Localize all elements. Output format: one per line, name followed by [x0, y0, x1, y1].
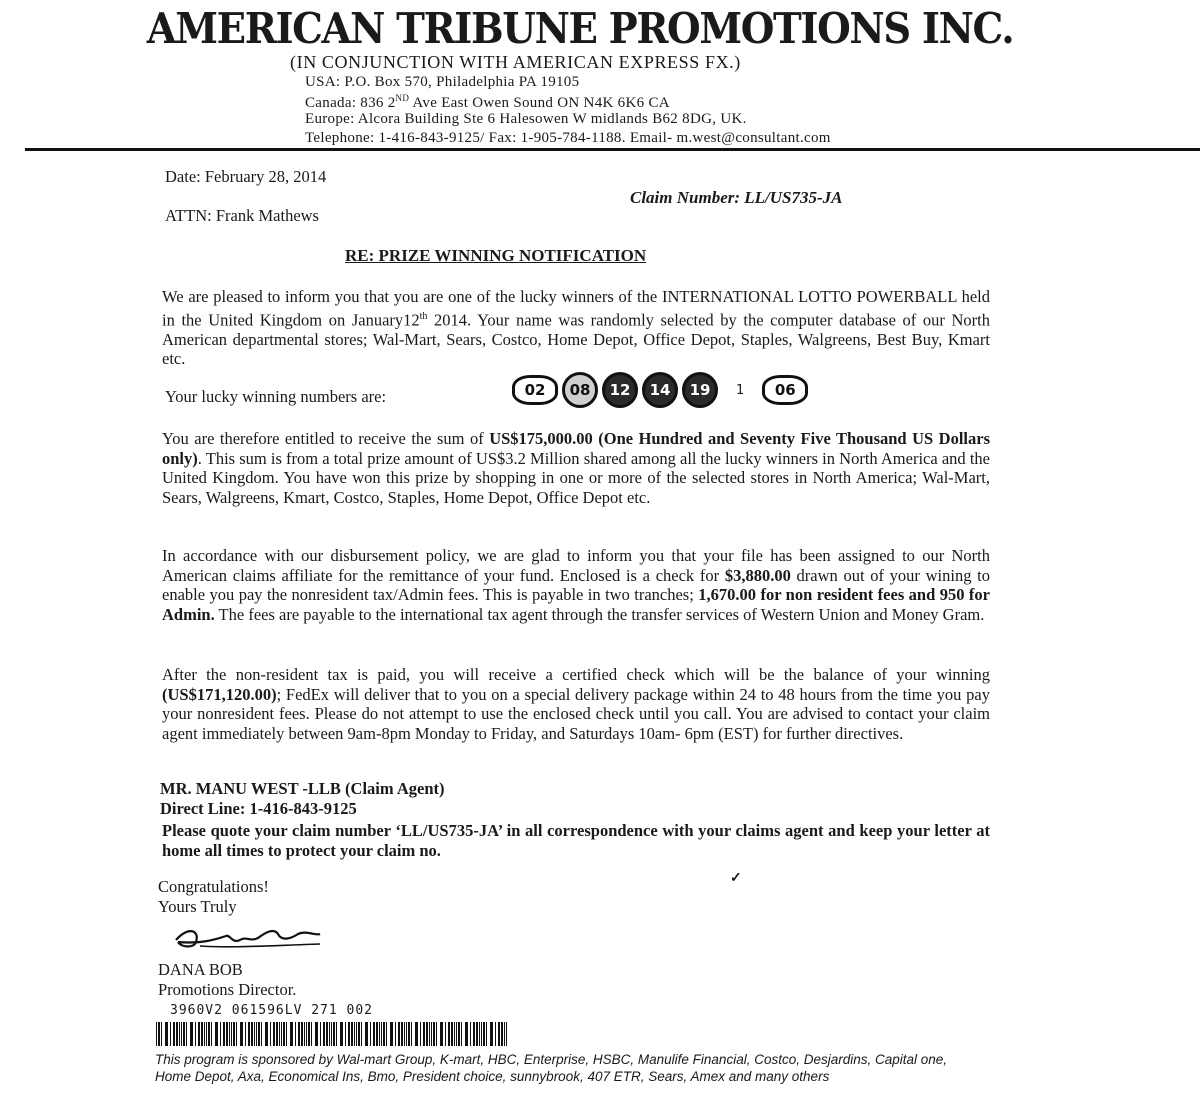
closing-congrats: Congratulations!	[158, 877, 269, 896]
quote-note: Please quote your claim number ‘LL/US735-JA’ in all correspondence with your claims agent and keep your letter at home all times to protect your claim no.	[162, 821, 990, 860]
number-ball: 08	[562, 372, 598, 408]
paragraph-intro: We are pleased to inform you that you are one of the lucky winners of the INTERNATIONAL LOTTO POWERBALL held in the United Kingdom on January12th 2014. Your name was randomly selected by the computer database of our North American departmental stores; Wal-Mart, Sears, Costco, Home Depot, Office Depot, Staples, Walgreens, Best Buy, Kmart etc.	[162, 287, 990, 368]
europe-address: Europe: Alcora Building Ste 6 Halesowen W midlands B62 8DG, UK.	[305, 111, 747, 127]
sponsor-footer: This program is sponsored by Wal-mart Group, K-mart, HBC, Enterprise, HSBC, Manulife Financial, Costco, Desjardins, Capital one, Home Depot, Axa, Economical Ins, Bmo, President choice, sunnybrook, 407 ETR, Sears, Amex and many others	[155, 1052, 948, 1084]
numbers-label: Your lucky winning numbers are:	[165, 387, 387, 406]
claim-number: Claim Number: LL/US735-JA	[630, 188, 843, 207]
paragraph-prize: You are therefore entitled to receive the sum of US$175,000.00 (One Hundred and Seventy Five Thousand US Dollars only). This sum is from a total prize amount of US$3.2 Million shared among all the lucky winners in North America and the United Kingdom. You have won this prize by shopping in one or more of the selected stores in North America; Wal-Mart, Sears, Walgreens, Kmart, Costco, Staples, Home Depot, Office Depot etc.	[162, 429, 990, 507]
barcode-number: 3960V2 061596LV 271 002	[170, 1003, 374, 1018]
stray-mark: ✓	[730, 871, 742, 886]
winning-numbers	[512, 372, 808, 408]
agent-name: MR. MANU WEST -LLB (Claim Agent)	[160, 779, 445, 798]
number-plain: 1	[736, 382, 745, 398]
number-ball: 06	[762, 375, 808, 405]
company-subtitle: (IN CONJUNCTION WITH AMERICAN EXPRESS FX.)	[290, 52, 741, 72]
usa-address: USA: P.O. Box 570, Philadelphia PA 19105	[305, 74, 580, 90]
canada-address: Canada: 836 2ND Ave East Owen Sound ON N4K 6K6 CA	[305, 93, 670, 111]
signature-image	[170, 920, 330, 954]
number-ball: 14	[642, 372, 678, 408]
subject-line: RE: PRIZE WINNING NOTIFICATION	[345, 246, 647, 265]
signer-name: DANA BOB	[158, 960, 243, 979]
number-ball: 12	[602, 372, 638, 408]
paragraph-disbursement: In accordance with our disbursement policy, we are glad to inform you that your file has been assigned to our North American claims affiliate for the remittance of your fund. Enclosed is a check for $3,880.00 drawn out of your wining to enable you pay the nonresident tax/Admin fees. This is payable in two tranches; 1,670.00 for non resident fees and 950 for Admin. The fees are payable to the international tax agent through the transfer services of Western Union and Money Gram.	[162, 546, 990, 624]
header-divider	[25, 148, 1200, 151]
paragraph-instructions: After the non-resident tax is paid, you will receive a certified check which will be the balance of your winning (US$171,120.00); FedEx will deliver that to you on a special delivery package within 24 to 48 hours from the time you pay your nonresident fees. Please do not attempt to use the enclosed check until you call. You are advised to contact your claim agent immediately between 9am-8pm Monday to Friday, and Saturdays 10am- 6pm (EST) for further directives.	[162, 665, 990, 743]
agent-direct-line: Direct Line: 1-416-843-9125	[160, 799, 357, 818]
barcode-image	[156, 1022, 511, 1046]
company-name: AMERICAN TRIBUNE PROMOTIONS INC.	[146, 4, 1014, 53]
contact-line: Telephone: 1-416-843-9125/ Fax: 1-905-784-1188. Email- m.west@consultant.com	[305, 130, 831, 146]
signer-title: Promotions Director.	[158, 980, 297, 999]
number-ball: 02	[512, 375, 558, 405]
attention-line: ATTN: Frank Mathews	[165, 206, 319, 225]
letter-date: Date: February 28, 2014	[165, 167, 327, 186]
closing-yours: Yours Truly	[158, 897, 237, 916]
number-ball: 19	[682, 372, 718, 408]
